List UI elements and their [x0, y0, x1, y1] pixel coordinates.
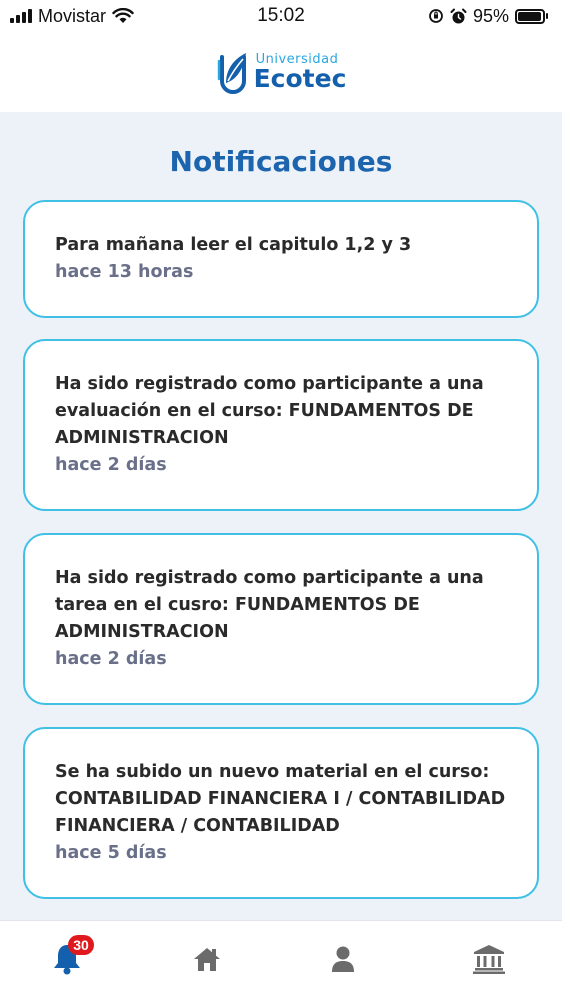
status-left [10, 6, 134, 27]
notification-message: Para mañana leer el capitulo 1,2 y 3 [55, 235, 412, 255]
notification-card[interactable] [23, 727, 539, 899]
notification-time: hace 5 días [55, 843, 167, 863]
notification-card[interactable] [23, 339, 539, 511]
nav-profile[interactable] [323, 939, 363, 979]
clock: 15:02 [257, 5, 305, 26]
bottom-navigation [0, 920, 562, 1000]
alarm-icon [450, 8, 467, 25]
logo-text-small: Universidad [255, 52, 339, 67]
wifi-icon [112, 8, 134, 24]
nav-institution[interactable] [469, 939, 509, 979]
notification-message: Se ha subido un nuevo material en el curso: CONTABILIDAD FINANCIERA I / CONTABILIDAD FINANCIERA / CONTABILIDAD [55, 762, 506, 836]
battery-icon [515, 9, 548, 24]
university-logo [216, 49, 347, 95]
notification-time: hace 2 días [55, 649, 167, 669]
status-right [428, 6, 548, 27]
carrier-label: Movistar [38, 5, 107, 26]
app-header [0, 32, 562, 112]
nav-home[interactable] [187, 939, 227, 979]
logo-text-big: Ecotec [253, 64, 347, 93]
battery-percent: 95% [472, 5, 509, 26]
orientation-lock-icon [428, 8, 444, 24]
notification-time: hace 13 horas [55, 262, 194, 282]
notification-count-badge: 30 [68, 935, 94, 955]
notification-time: hace 2 días [55, 455, 167, 475]
notification-card[interactable] [23, 200, 539, 318]
institution-icon [473, 944, 505, 974]
status-bar [0, 0, 562, 32]
notification-card[interactable] [23, 533, 539, 705]
nav-notifications[interactable] [47, 939, 87, 979]
notification-message: Ha sido registrado como participante a una evaluación en el curso: FUNDAMENTOS DE ADMINISTRACION [55, 374, 484, 448]
page-title: Notificaciones [169, 145, 393, 178]
cellular-signal-icon [10, 9, 32, 23]
ecotec-logo-icon [216, 49, 250, 95]
user-icon [331, 945, 355, 973]
home-icon [192, 945, 222, 973]
notification-message: Ha sido registrado como participante a una tarea en el cusro: FUNDAMENTOS DE ADMINISTRACION [55, 568, 484, 642]
